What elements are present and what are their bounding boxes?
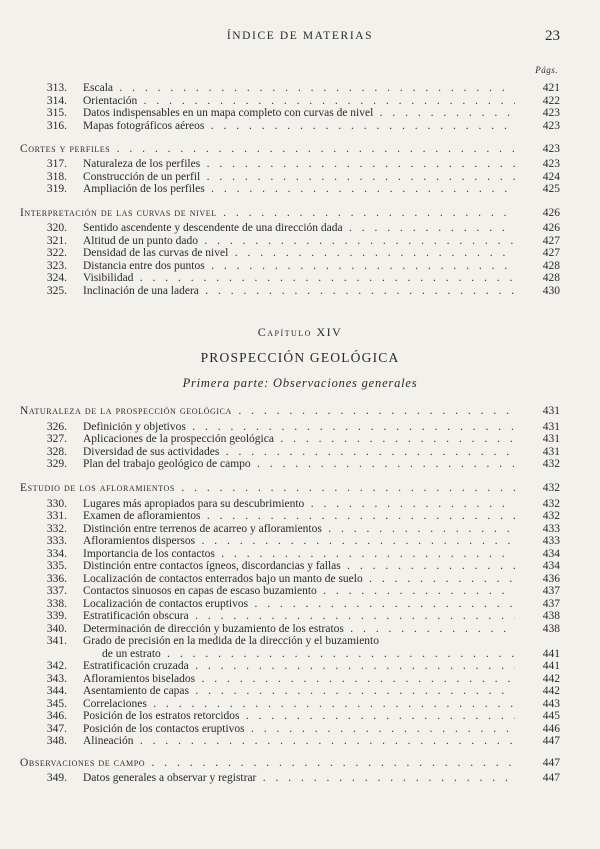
entry-number: 332.: [46, 522, 67, 535]
chapter-title: PROSPECCIÓN GEOLÓGICA: [200, 350, 400, 365]
index-entry: [20, 685, 560, 698]
entry-title: Distinción entre contactos ígneos, discordancias y fallas . . .: [83, 560, 515, 573]
index-entry: [20, 598, 560, 611]
group-title: Observaciones de campo . . .: [20, 757, 515, 770]
entry-title: Diversidad de sus actividades . . .: [83, 446, 515, 459]
entry-title: Visibilidad . . .: [83, 272, 515, 285]
entry-title: Grado de precisión en la medida de la dirección y el buzamiento: [83, 635, 380, 647]
entry-page: 447: [542, 757, 560, 769]
entry-page: 422: [542, 94, 560, 107]
entry-page: 432: [542, 458, 560, 470]
index-entry: [20, 433, 560, 446]
entry-number: 319.: [46, 183, 67, 195]
group-heading-interpretacion: [20, 207, 560, 220]
entry-number: 327.: [46, 433, 67, 445]
entry-title: Importancia de los contactos . . .: [83, 548, 515, 561]
entry-page: 441: [542, 660, 560, 672]
entry-page: 433: [542, 535, 560, 547]
index-entry-continuation: [20, 648, 560, 661]
entry-title: Contactos sinuosos en capas de escaso buzamiento . . .: [83, 585, 515, 598]
entry-page: 432: [542, 482, 560, 494]
entry-number: 324.: [46, 272, 67, 284]
entry-number: 318.: [46, 170, 67, 183]
entry-page: 424: [542, 170, 560, 183]
entry-title: Definición y objetivos . . .: [83, 421, 515, 434]
entry-number: 325.: [46, 284, 67, 297]
entry-number: 329.: [46, 458, 67, 470]
index-entry: [20, 610, 560, 623]
index-entry: [20, 698, 560, 711]
entry-page: 427: [542, 247, 560, 259]
entry-page: 445: [542, 710, 560, 722]
entry-page: 432: [542, 510, 560, 522]
entry-number: 347.: [46, 722, 67, 735]
index-entry: [20, 82, 560, 95]
index-entry: [20, 523, 560, 536]
entry-title: Datos generales a observar y registrar . . .: [83, 772, 515, 785]
entry-page: 428: [542, 272, 560, 284]
entry-number: 326.: [46, 420, 67, 433]
index-entry: [20, 560, 560, 573]
entry-page: 423: [542, 119, 560, 132]
entry-number: 323.: [46, 259, 67, 272]
entry-number: 336.: [46, 572, 67, 585]
index-entry: [20, 171, 560, 184]
index-entry: [20, 158, 560, 171]
entry-page: 446: [542, 722, 560, 735]
entry-page: 433: [542, 522, 560, 535]
entry-title: Aplicaciones de la prospección geológica . . .: [83, 433, 515, 446]
index-entry: [20, 498, 560, 511]
index-entry: [20, 548, 560, 561]
entry-number: 344.: [46, 685, 67, 697]
group-heading-estudio: [20, 482, 560, 495]
entry-number: 321.: [46, 234, 67, 247]
index-entry: [20, 772, 560, 785]
part-title: Primera parte: Observaciones generales: [182, 376, 418, 390]
entry-number: 313.: [46, 82, 67, 94]
entry-page: 436: [542, 572, 560, 585]
entry-number: 348.: [46, 735, 67, 747]
entry-page: 427: [542, 234, 560, 247]
entry-page: 438: [542, 622, 560, 635]
index-entry: [20, 247, 560, 260]
index-entry: [20, 272, 560, 285]
entry-number: 338.: [46, 597, 67, 610]
index-entry: [20, 107, 560, 120]
index-entry: [20, 735, 560, 748]
entry-number: 342.: [46, 660, 67, 672]
entry-title: Afloramientos dispersos . . .: [83, 535, 515, 548]
entry-title: Distinción entre terrenos de acarreo y afloramientos . . .: [83, 523, 515, 536]
index-entry: [20, 421, 560, 434]
group-heading-naturaleza: [20, 405, 560, 418]
entry-page: 431: [542, 405, 560, 417]
entry-number: 334.: [46, 547, 67, 560]
entry-title: Lugares más apropiados para su descubrimiento . . .: [83, 498, 515, 511]
index-entry: [20, 446, 560, 459]
entry-number: 330.: [46, 497, 67, 510]
index-entry: [20, 222, 560, 235]
entry-page: 432: [542, 497, 560, 510]
entry-page: 442: [542, 685, 560, 697]
entry-title: Orientación . . .: [83, 95, 515, 108]
entry-title: Localización de contactos enterrados bajo un manto de suelo . . .: [83, 573, 515, 586]
group-title: Estudio de los afloramientos . . .: [20, 482, 515, 495]
entry-page: 430: [542, 284, 560, 297]
entry-number: 337.: [46, 585, 67, 597]
entry-title: Construcción de un perfil . . .: [83, 171, 515, 184]
entry-title: Posición de los contactos eruptivos . . .: [83, 723, 515, 736]
entry-title: Afloramientos biselados . . .: [83, 673, 515, 686]
entry-page: 434: [542, 560, 560, 572]
entry-page: 425: [542, 183, 560, 195]
entry-page: 426: [542, 222, 560, 234]
entry-page: 426: [542, 207, 560, 219]
entry-page: 447: [542, 772, 560, 784]
entry-number: 335.: [46, 560, 67, 572]
entry-page: 437: [542, 585, 560, 597]
running-head: [0, 28, 600, 48]
index-entry: [20, 120, 560, 133]
group-heading-observaciones: [20, 757, 560, 770]
entry-title: Alineación . . .: [83, 735, 515, 748]
group-title: Cortes y perfiles . . .: [20, 143, 515, 156]
entry-title: de un estrato . . .: [102, 648, 515, 661]
entry-page: 431: [542, 433, 560, 445]
entry-number: 317.: [46, 158, 67, 170]
chapter-label: Capítulo XIV: [257, 325, 343, 339]
page-number: 23: [545, 28, 560, 44]
entry-page: 431: [542, 445, 560, 458]
entry-number: 333.: [46, 535, 67, 547]
entry-page: 442: [542, 672, 560, 685]
entry-page: 438: [542, 610, 560, 622]
entry-page: 447: [542, 735, 560, 747]
entry-title: Plan del trabajo geológico de campo . . .: [83, 458, 515, 471]
group-title: Naturaleza de la prospección geológica . . .: [20, 405, 515, 418]
index-entry: [20, 260, 560, 273]
entry-number: 339.: [46, 610, 67, 622]
entry-number: 346.: [46, 710, 67, 722]
entry-page: 443: [542, 697, 560, 710]
entry-title: Datos indispensables en un mapa completo con curvas de nivel . . .: [83, 107, 515, 120]
entry-title: Sentido ascendente y descendente de una dirección dada . . .: [83, 222, 515, 235]
running-head-title: ÍNDICE DE MATERIAS: [226, 30, 374, 42]
entry-number: 315.: [46, 107, 67, 119]
entry-title: Inclinación de una ladera . . .: [83, 285, 515, 298]
entry-page: 434: [542, 547, 560, 560]
index-entry: [20, 535, 560, 548]
entry-title: Determinación de dirección y buzamiento de los estratos . . .: [83, 623, 515, 636]
group-title: Interpretación de las curvas de nivel . . .: [20, 207, 515, 220]
entry-title: Correlaciones . . .: [83, 698, 515, 711]
entry-number: 331.: [46, 510, 67, 522]
entry-title: Localización de contactos eruptivos . . .: [83, 598, 515, 611]
entry-number: 340.: [46, 622, 67, 635]
index-entry: [20, 573, 560, 586]
index-entry: [20, 673, 560, 686]
entry-number: 349.: [46, 772, 67, 784]
group-heading-cortes: [20, 143, 560, 156]
index-entry: [20, 285, 560, 298]
entry-title: Escala . . .: [83, 82, 515, 95]
entry-title: Examen de afloramientos . . .: [83, 510, 515, 523]
entry-title: Estratificación obscura . . .: [83, 610, 515, 623]
entry-page: 431: [542, 420, 560, 433]
entry-page: 423: [542, 143, 560, 155]
entry-page: 423: [542, 107, 560, 119]
entry-number: 320.: [46, 222, 67, 234]
entry-page: 437: [542, 597, 560, 610]
entry-title: Posición de los estratos retorcidos . . .: [83, 710, 515, 723]
entry-title: Estratificación cruzada . . .: [83, 660, 515, 673]
entry-title: Distancia entre dos puntos . . .: [83, 260, 515, 273]
entry-number: 328.: [46, 445, 67, 458]
entry-page: 423: [542, 158, 560, 170]
entry-number: 345.: [46, 697, 67, 710]
entry-number: 343.: [46, 672, 67, 685]
index-entry: [20, 95, 560, 108]
entry-number: 322.: [46, 247, 67, 259]
entry-number: 341.: [46, 635, 67, 647]
index-entry-multiline: [20, 635, 560, 648]
entry-number: 314.: [46, 94, 67, 107]
pages-column-label: Págs.: [535, 65, 558, 75]
entry-title: Asentamiento de capas . . .: [83, 685, 515, 698]
index-entry: [20, 510, 560, 523]
index-entry: [20, 710, 560, 723]
index-entry: [20, 235, 560, 248]
entry-title: Ampliación de los perfiles . . .: [83, 183, 515, 196]
index-entry: [20, 585, 560, 598]
index-entry: [20, 458, 560, 471]
entry-title: Naturaleza de los perfiles . . .: [83, 158, 515, 171]
entry-page: 421: [542, 82, 560, 94]
entry-number: 316.: [46, 119, 67, 132]
entry-title: Altitud de un punto dado . . .: [83, 235, 515, 248]
entry-title: Mapas fotográficos aéreos . . .: [83, 120, 515, 133]
entry-title: Densidad de las curvas de nivel . . .: [83, 247, 515, 260]
entry-page: 441: [542, 647, 560, 660]
entry-page: 428: [542, 259, 560, 272]
index-entry: [20, 723, 560, 736]
index-entry: [20, 623, 560, 636]
index-entry: [20, 660, 560, 673]
index-entry: [20, 183, 560, 196]
